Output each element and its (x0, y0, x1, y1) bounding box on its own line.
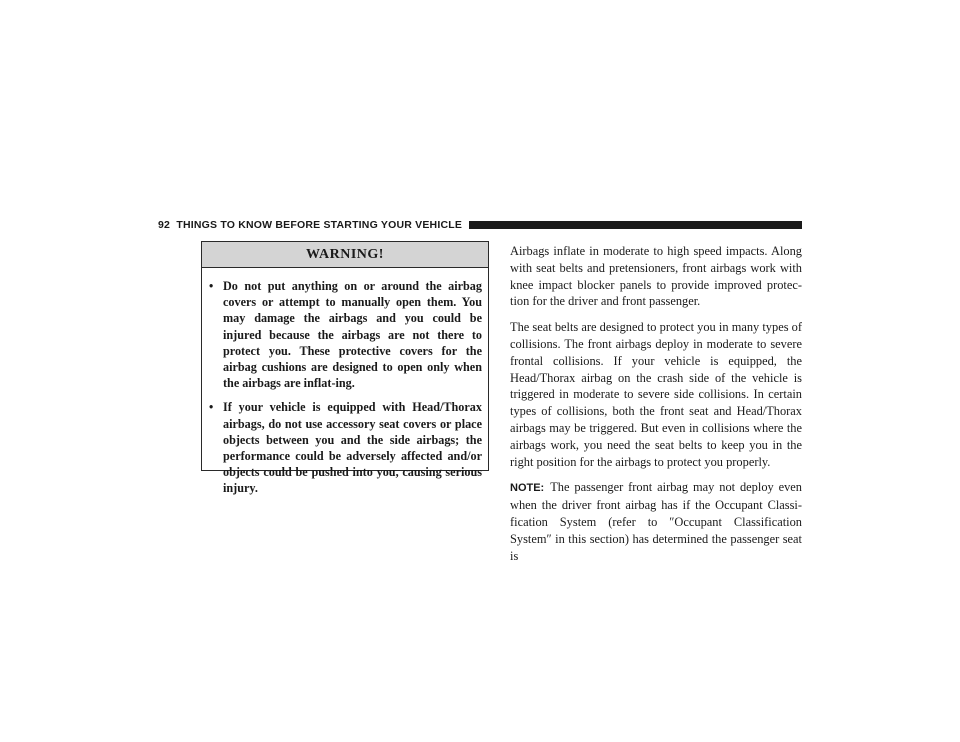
note-text: The passenger front airbag may not deploy even when the driver front airbag has if the Occupant Classi-fication System (refer to ″Occupant Classification System″ in this section) has determined the passenger seat is (510, 480, 802, 563)
note-label: NOTE: (510, 482, 545, 495)
page-number: 92 (158, 219, 171, 231)
header-rule (469, 221, 802, 229)
section-title: THINGS TO KNOW BEFORE STARTING YOUR VEHICLE (176, 219, 463, 231)
bullet-icon: • (209, 279, 214, 293)
note-paragraph (510, 479, 802, 564)
warning-item (208, 278, 482, 391)
page-header-text (158, 219, 462, 231)
warning-item (208, 399, 482, 496)
warning-box (201, 241, 489, 496)
warning-item-text: If your vehicle is equipped with Head/Thorax airbags, do not use accessory seat covers or place objects between you and the side airbags; the performance could be adversely affected and/or objects could be pushed into you, causing serious injury. (223, 400, 482, 496)
body-paragraph: The seat belts are designed to protect you in many types of collisions. The front airbags deploy in moderate to severe frontal collisions. If your vehicle is equipped, the Head/Thorax airbag on the crash side of the vehicle is triggered in moderate to severe side collisions. In certain types of collisions, both the front seat and Head/Thorax airbags may be triggered. But even in collisions where the airbags work, you need the seat belts to keep you in the right position for the airbags to protect you properly. (510, 320, 802, 469)
body-paragraph: Airbags inflate in moderate to high speed impacts. Along with seat belts and pretensioners, front airbags work with knee impact blocker panels to provide improved protec-tion for the driver and front passenger. (510, 244, 802, 309)
bullet-icon: • (209, 400, 214, 415)
body-column (510, 243, 802, 573)
warning-item-text: Do not put anything on or around the airbag covers or attempt to manually open them. You may damage the airbags and you could be injured because the airbags are not there to protect you. These protective covers for the airbag cushions are designed to open only when the airbags are inflat-ing. (223, 279, 482, 391)
warning-list (202, 268, 488, 497)
page-header (158, 217, 802, 233)
warning-title: WARNING! (202, 242, 488, 268)
